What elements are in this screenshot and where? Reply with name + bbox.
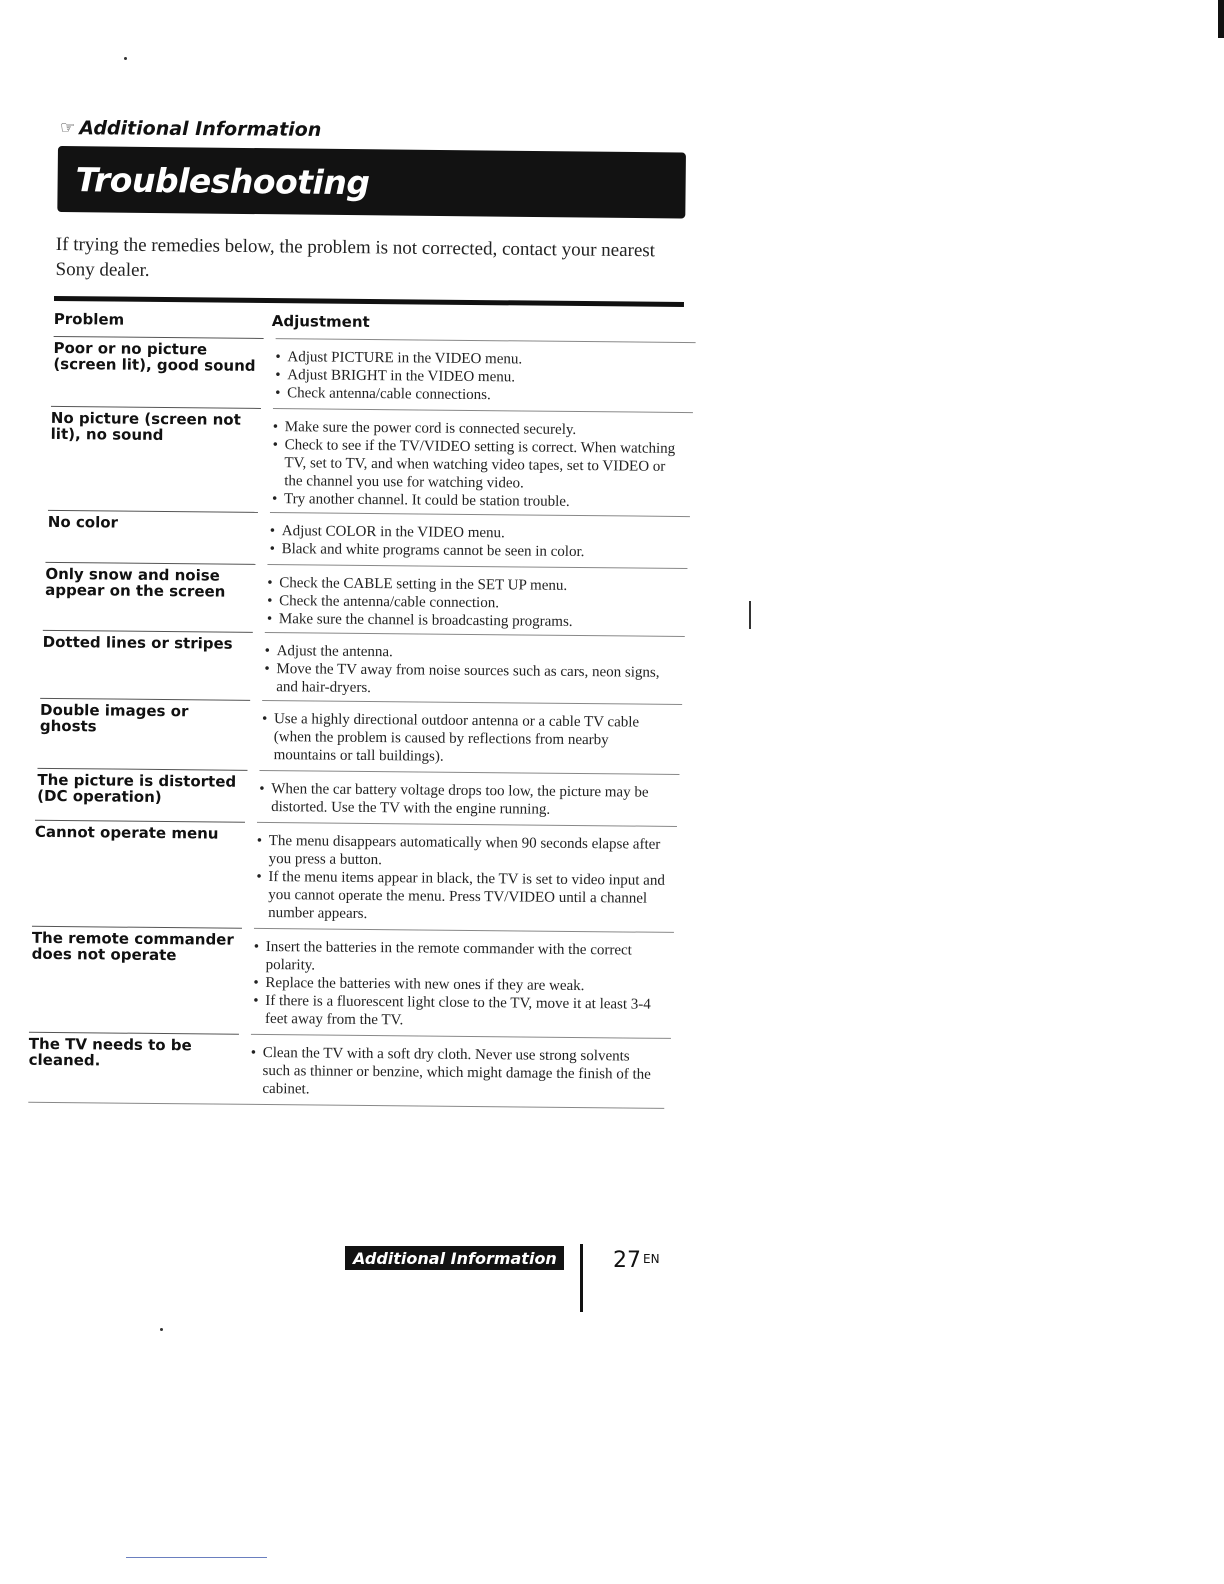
page-title: Troubleshooting xyxy=(75,159,370,202)
page-number-value: 27 xyxy=(613,1248,641,1273)
row-problem: No picture (screen not lit), no sound xyxy=(50,408,241,445)
row-adjustment-list xyxy=(256,832,667,926)
row-problem: Double images or ghosts xyxy=(39,700,189,736)
scan-bottom-line xyxy=(126,1557,267,1558)
adjustment-item: • Check to see if the TV/VIDEO setting is correct. When watching TV, set to TV, and when watching video tapes, set to VIDEO or the channel you use for watching video. xyxy=(272,436,682,494)
section-label-text: Additional Information xyxy=(79,117,322,141)
row-problem: Poor or no picture (screen lit), good sound xyxy=(53,338,256,375)
table-row xyxy=(50,406,699,516)
adjustment-item: • Insert the batteries in the remote commander with the correct polarity. xyxy=(254,938,664,978)
table-row xyxy=(31,926,680,1038)
adjustment-item: • Black and white programs cannot be seen in color. xyxy=(270,540,680,562)
row-problem: The picture is distorted (DC operation) xyxy=(37,770,237,807)
page-title-bar xyxy=(57,146,686,219)
table-row xyxy=(53,336,702,412)
adjustment-item: • Adjust PICTURE in the VIDEO menu. xyxy=(275,348,685,370)
scan-edge-mark xyxy=(1218,0,1224,38)
hand-pointer-icon: ☞ xyxy=(59,118,76,139)
table-row xyxy=(34,820,683,932)
adjustment-item: • The menu disappears automatically when 90 seconds elapse after you press a button. xyxy=(257,832,667,872)
table-row xyxy=(39,698,688,774)
row-problem: Dotted lines or stripes xyxy=(42,632,233,653)
adjustment-item: • If the menu items appear in black, the TV is set to video input and you cannot operate the menu. Press TV/VIDEO until a channel number appears. xyxy=(256,868,666,926)
section-label xyxy=(60,117,321,141)
row-adjustment-list xyxy=(262,710,672,768)
adjustment-item: • Adjust COLOR in the VIDEO menu. xyxy=(270,522,680,544)
footer-section-label: Additional Information xyxy=(353,1248,557,1268)
adjustment-item: • Check the antenna/cable connection. xyxy=(267,592,677,614)
row-problem: The TV needs to be cleaned. xyxy=(28,1034,192,1070)
scan-side-tick xyxy=(749,601,751,629)
page-number xyxy=(613,1248,660,1273)
table-row xyxy=(45,562,694,636)
intro-text: If trying the remedies below, the problem is not corrected, contact your nearest Sony dealer. xyxy=(55,233,656,281)
adjustment-item: • Check the CABLE setting in the SET UP menu. xyxy=(267,574,677,596)
row-adjustment-list xyxy=(259,780,669,820)
table-top-rule xyxy=(54,296,684,307)
header-adjustment: Adjustment xyxy=(271,312,370,331)
row-adjustment-list xyxy=(264,642,674,700)
adjustment-item: • Clean the TV with a soft dry cloth. Never use strong solvents such as thinner or benzine, which might damage the finish of the cabinet. xyxy=(250,1044,660,1102)
row-adjustment-list xyxy=(253,938,664,1032)
row-adjustment-list xyxy=(267,574,677,632)
adjustment-item: • Adjust BRIGHT in the VIDEO menu. xyxy=(275,366,685,388)
row-problem: Cannot operate menu xyxy=(34,822,219,843)
adjustment-item: • Use a highly directional outdoor antenna or a cable TV cable (when the problem is caused by reflections from nearby mountains or tall buildings). xyxy=(262,710,672,768)
adjustment-item: • Adjust the antenna. xyxy=(265,642,675,664)
table-row xyxy=(28,1032,677,1108)
troubleshooting-table xyxy=(28,296,684,1098)
footer-section-tab xyxy=(345,1246,564,1270)
footer-divider xyxy=(580,1244,583,1312)
row-adjustment-list xyxy=(275,348,685,406)
page-number-suffix: EN xyxy=(643,1252,660,1266)
table-row xyxy=(37,768,685,826)
adjustment-item: • Move the TV away from noise sources such as cars, neon signs, and hair-dryers. xyxy=(264,660,674,700)
row-adjustment-list xyxy=(270,522,680,562)
table-row xyxy=(47,510,695,568)
adjustment-item: • Make sure the channel is broadcasting programs. xyxy=(267,610,677,632)
row-problem: Only snow and noise appear on the screen xyxy=(45,564,226,601)
table-row xyxy=(42,630,691,704)
adjustment-item: • Make sure the power cord is connected securely. xyxy=(273,418,683,440)
adjustment-item: • When the car battery voltage drops too low, the picture may be distorted. Use the TV with the engine running. xyxy=(259,780,669,820)
scan-speck xyxy=(160,1328,163,1331)
header-problem: Problem xyxy=(53,309,125,329)
adjustment-item: • If there is a fluorescent light close to the TV, move it at least 3-4 feet away from the TV. xyxy=(253,992,663,1032)
row-adjustment-list xyxy=(272,418,683,512)
scan-speck xyxy=(124,57,127,60)
adjustment-item: • Replace the batteries with new ones if they are weak. xyxy=(253,974,663,996)
row-adjustment-list xyxy=(250,1044,660,1102)
adjustment-item: • Check antenna/cable connections. xyxy=(275,384,685,406)
row-problem: No color xyxy=(47,512,119,532)
row-problem: The remote commander does not operate xyxy=(31,928,234,965)
adjustment-item: • Try another channel. It could be station trouble. xyxy=(272,490,682,512)
